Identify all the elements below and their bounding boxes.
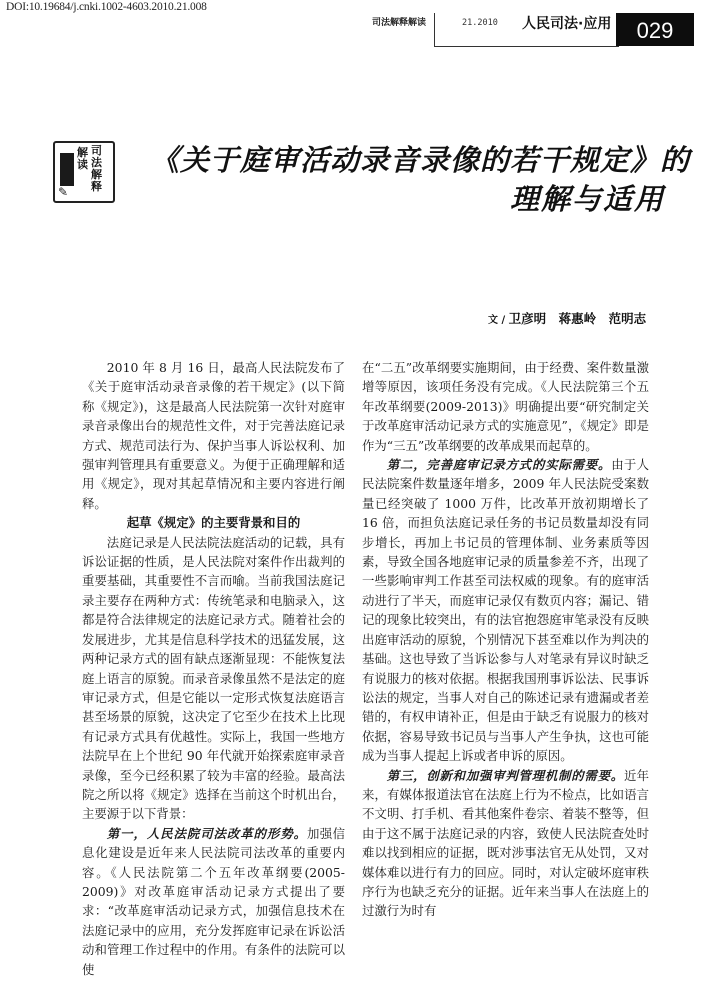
- paragraph: [362, 455, 649, 766]
- running-section-title: 司法解释解读: [372, 18, 427, 28]
- logo-text-left: 解读: [77, 146, 88, 171]
- paragraph-text: 近年来，有媒体报道法官在法庭上行为不检点，比如语言不文明、打手机、看其他案件卷宗、着装不整等，但由于这不属于法庭记录的内容，致使人民法院查处时难以找到相应的证据，既对涉事法官无从处罚，又对媒体难以进行有力的回应。同时，对认定破坏庭审秩序行为也缺乏充分的证据。近年来当事人在法庭上的过激行为时有: [362, 767, 650, 919]
- pen-icon: ✎: [58, 185, 69, 199]
- body-column-right: [362, 358, 649, 921]
- paragraph: 法庭记录是人民法院法庭活动的记载，具有诉讼证据的性质，是人民法院对案件作出裁判的重要基础，其重要性不言而喻。当前我国法庭记录主要存在两种方式：传统笔录和电脑录入，这都是符合法律规定的法庭记录方式。随着社会的发展进步，尤其是信息科学技术的迅猛发展，这两种记录方式的固有缺点逐渐显现：不能恢复法庭上语言的原貌。而录音录像虽然不是法定的庭审记录方式，但是它能以一定形式恢复法庭语言甚至场景的原貌，这决定了它至少在技术上比现有记录方式具有优越性。实际上，我国一些地方法院早在上个世纪 90 年代就开始探索庭审录音录像，至今已经积累了较为丰富的经验。最高法院之所以将《规定》选择在当前这个时机出台，主要源于以下背景：: [82, 534, 345, 822]
- paragraph: [362, 766, 649, 921]
- logo-text-right: 司法解释: [91, 144, 102, 193]
- paragraph-lead: 第二，完善庭审记录方式的实际需要。: [386, 457, 612, 473]
- byline-prefix: 文 /: [488, 315, 509, 326]
- authors: 卫彦明 蒋惠岭 范明志: [508, 311, 647, 326]
- byline: [488, 309, 646, 327]
- article-title-line2: 理解与适用: [510, 182, 666, 216]
- section-heading: 起草《规定》的主要背景和目的: [126, 515, 301, 531]
- issue-number: 21.2010: [462, 18, 498, 28]
- body-column-left: [82, 358, 345, 979]
- paragraph-lead: 第三，创新和加强审判管理机制的需要。: [386, 767, 624, 783]
- column-logo: [53, 141, 115, 203]
- article-title-line1: 《关于庭审活动录音录像的若干规定》的: [150, 143, 691, 177]
- tower-icon: [60, 153, 74, 186]
- paragraph: 2010 年 8 月 16 日，最高人民法院发布了《关于庭审活动录音录像的若干规定》(以下简称《规定》)，这是最高人民法院第一次针对庭审录音录像出台的规范性文件，对于完善法庭记录方式、规范司法行为、保护当事人诉讼权利、加强审判管理具有重要意义。为便于正确理解和适用《规定》，现对其起草情况和主要内容进行阐释。: [82, 360, 345, 511]
- journal-name: 人民司法·应用: [522, 16, 612, 32]
- paragraph: 在“二五”改革纲要实施期间，由于经费、案件数量激增等原因，该项任务没有完成。《人民法院第三个五年改革纲要(2009-2013)》明确提出要“研究制定关于改革庭审活动记录方式的实施意见”，《规定》即是作为“三五”改革纲要的改革成果而起草的。: [362, 360, 649, 453]
- paragraph-lead: 第一，人民法院司法改革的形势。: [106, 825, 307, 841]
- paragraph: [82, 824, 345, 979]
- doi-line: DOI:10.19684/j.cnki.1002-4603.2010.21.008: [6, 1, 207, 13]
- paragraph-text: 由于人民法院案件数量逐年增多，2009 年人民法院受案数量已经突破了 1000 万件，比改革开放初期增长了 16 倍，而担负法庭记录任务的书记员数量却没有同步增长，再加上书记员的管理体制、业务素质等因素，导致全国各地庭审记录的质量参差不齐，出现了一些影响审判工作甚至司法权威的现象。有的庭审活动进行了半天，而庭审记录仅有数页内容；漏记、错记的现象比较突出，有的法官抱怨庭审笔录没有反映出庭审活动的原貌，个别情况下甚至难以作为判决的基础。这也导致了当诉讼参与人对笔录有异议时缺乏有说服力的核对依据。根据我国刑事诉讼法、民事诉讼法的规定，当事人对自己的陈述记录有遗漏或者差错的，有权申请补正，但是由于缺乏有说服力的核对依据，容易导致书记员与当事人产生争执，这也可能成为当事人提起上诉或者申诉的原因。: [362, 457, 650, 764]
- page-number: 029: [616, 13, 694, 46]
- paragraph-text: 加强信息化建设是近年来人民法院司法改革的重要内容。《人民法院第二个五年改革纲要(2005-2009)》对改革庭审活动记录方式提出了要求：“改革庭审活动记录方式，加强信息技术在法庭记录中的应用，充分发挥庭审记录在诉讼活动和管理工作过程中的作用。有条件的法院可以使: [82, 825, 346, 977]
